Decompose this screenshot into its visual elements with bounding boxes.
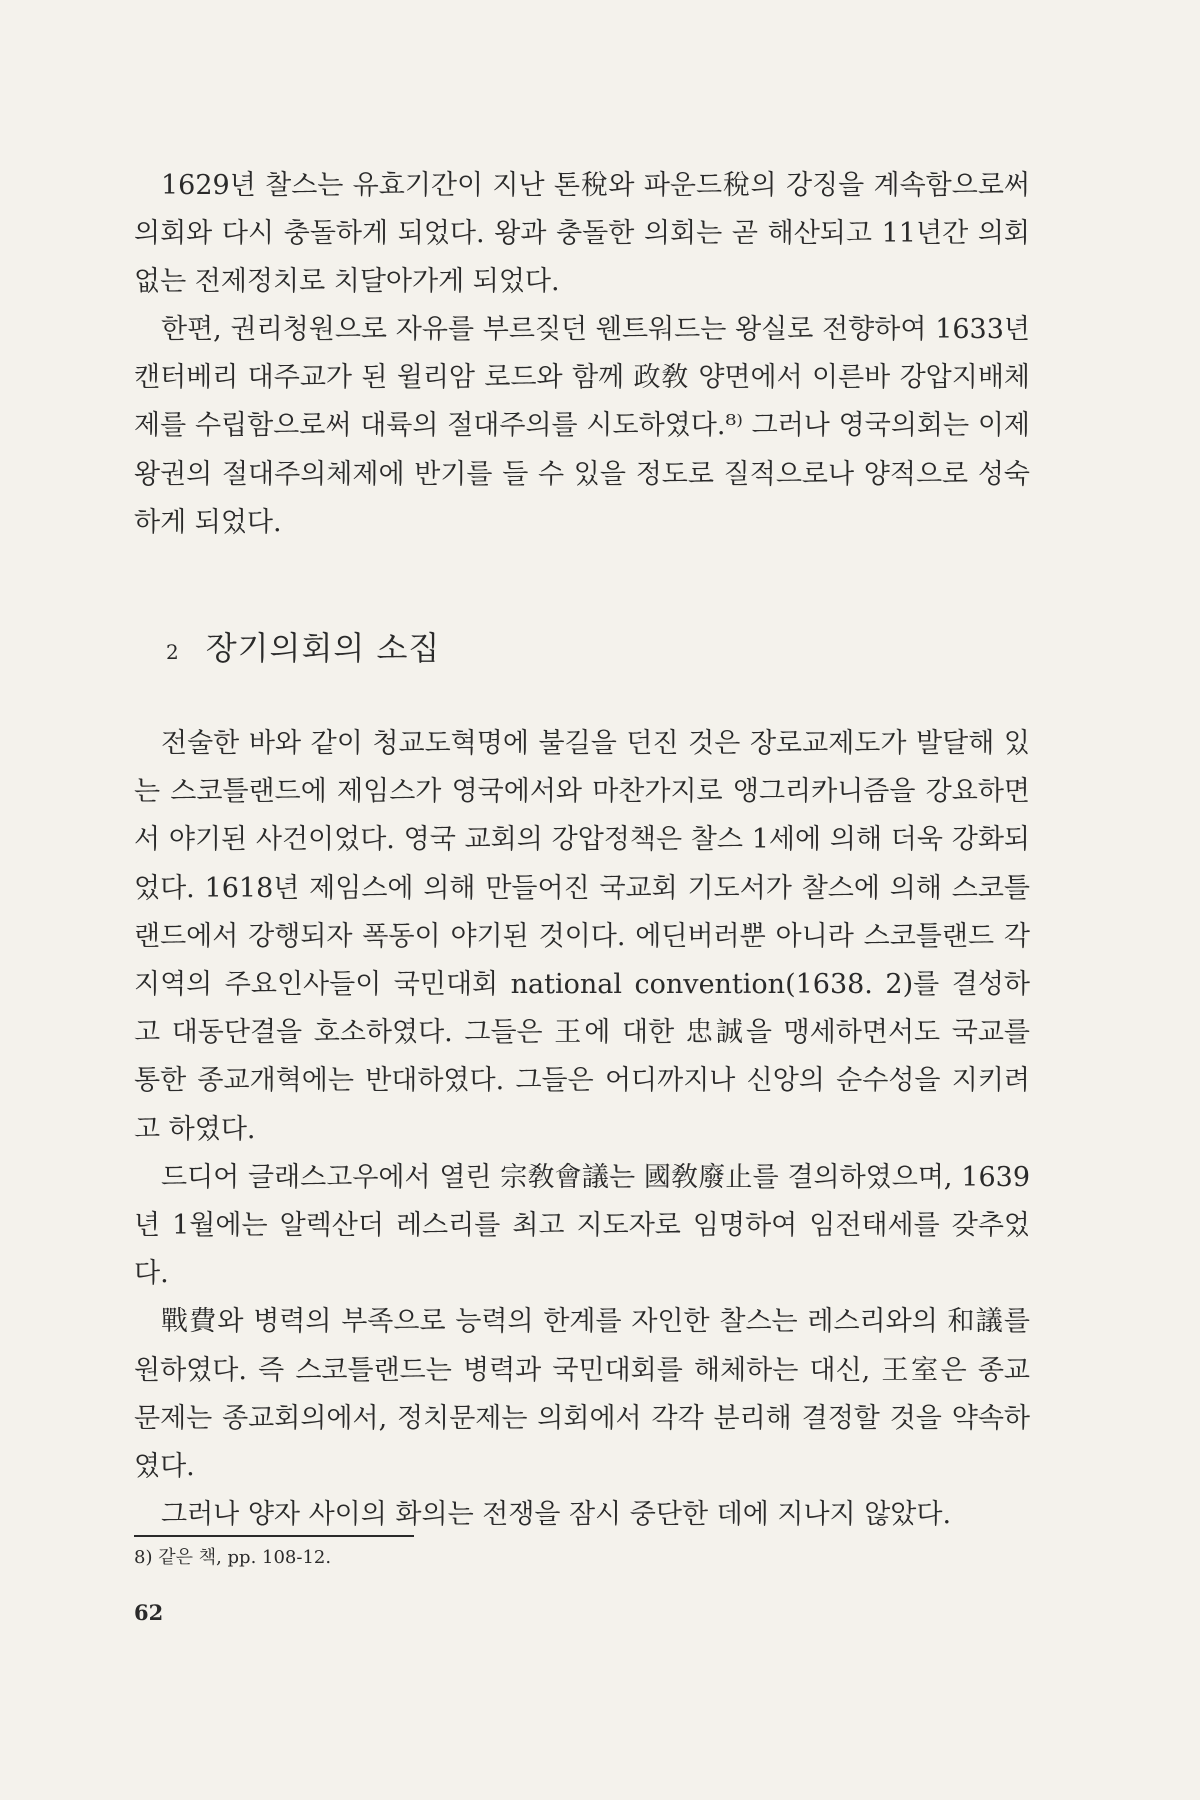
section-body	[134, 720, 1030, 1539]
page-number: 62	[134, 1600, 164, 1625]
footnote: 8) 같은 책, pp. 108-12.	[134, 1547, 332, 1568]
paragraph: 그러나 양자 사이의 화의는 전쟁을 잠시 중단한 데에 지나지 않았다.	[161, 1499, 952, 1531]
section-heading	[166, 628, 440, 672]
footnote-divider	[134, 1535, 414, 1537]
paragraph: 한편, 권리청원으로 자유를 부르짖던 웬트워드는 왕실로 전향하여 1633년 캔터베리 대주교가 된 윌리암 로드와 함께 政敎 양면에서 이른바 강압지배체제를 수립함으로써 대륙의 절대주의를 시도하였다.⁸⁾ 그러나 영국의회는 이제 왕권의 절대주의체제에 반기를 들 수 있을 정도로 질적으로나 양적으로 성숙하게 되었다.	[134, 314, 1030, 538]
intro-text-2	[134, 306, 1030, 547]
intro-text-1	[134, 162, 1030, 307]
paragraph: 전술한 바와 같이 청교도혁명에 불길을 던진 것은 장로교제도가 발달해 있는 스코틀랜드에 제임스가 영국에서와 마찬가지로 앵그리카니즘을 강요하면서 야기된 사건이었다. 영국 교회의 강압정책은 찰스 1세에 의해 더욱 강화되었다. 1618년 제임스에 의해 만들어진 국교회 기도서가 찰스에 의해 스코틀랜드에서 강행되자 폭동이 야기된 것이다. 에딘버러뿐 아니라 스코틀랜드 각 지역의 주요인사들이 국민대회 national convention(1638. 2)를 결성하고 대동단결을 호소하였다. 그들은 王에 대한 忠誠을 맹세하면서도 국교를 통한 종교개혁에는 반대하였다. 그들은 어디까지나 신앙의 순수성을 지키려고 하였다.	[134, 728, 1030, 1145]
paragraph: 戰費와 병력의 부족으로 능력의 한계를 자인한 찰스는 레스리와의 和議를 원하였다. 즉 스코틀랜드는 병력과 국민대회를 해체하는 대신, 王室은 종교문제는 종교회의에서, 정치문제는 의회에서 각각 분리해 결정할 것을 약속하였다.	[134, 1306, 1030, 1483]
paragraph: 1629년 찰스는 유효기간이 지난 톤稅와 파운드稅의 강징을 계속함으로써 의회와 다시 충돌하게 되었다. 왕과 충돌한 의회는 곧 해산되고 11년간 의회 없는 전제정치로 치달아가게 되었다.	[134, 170, 1030, 298]
section-title: 장기의회의 소집	[205, 629, 441, 667]
paragraph: 드디어 글래스고우에서 열린 宗敎會議는 國敎廢止를 결의하였으며, 1639년 1월에는 알렉산더 레스리를 최고 지도자로 임명하여 임전태세를 갖추었다.	[134, 1161, 1030, 1290]
section-number: 2	[166, 640, 180, 664]
